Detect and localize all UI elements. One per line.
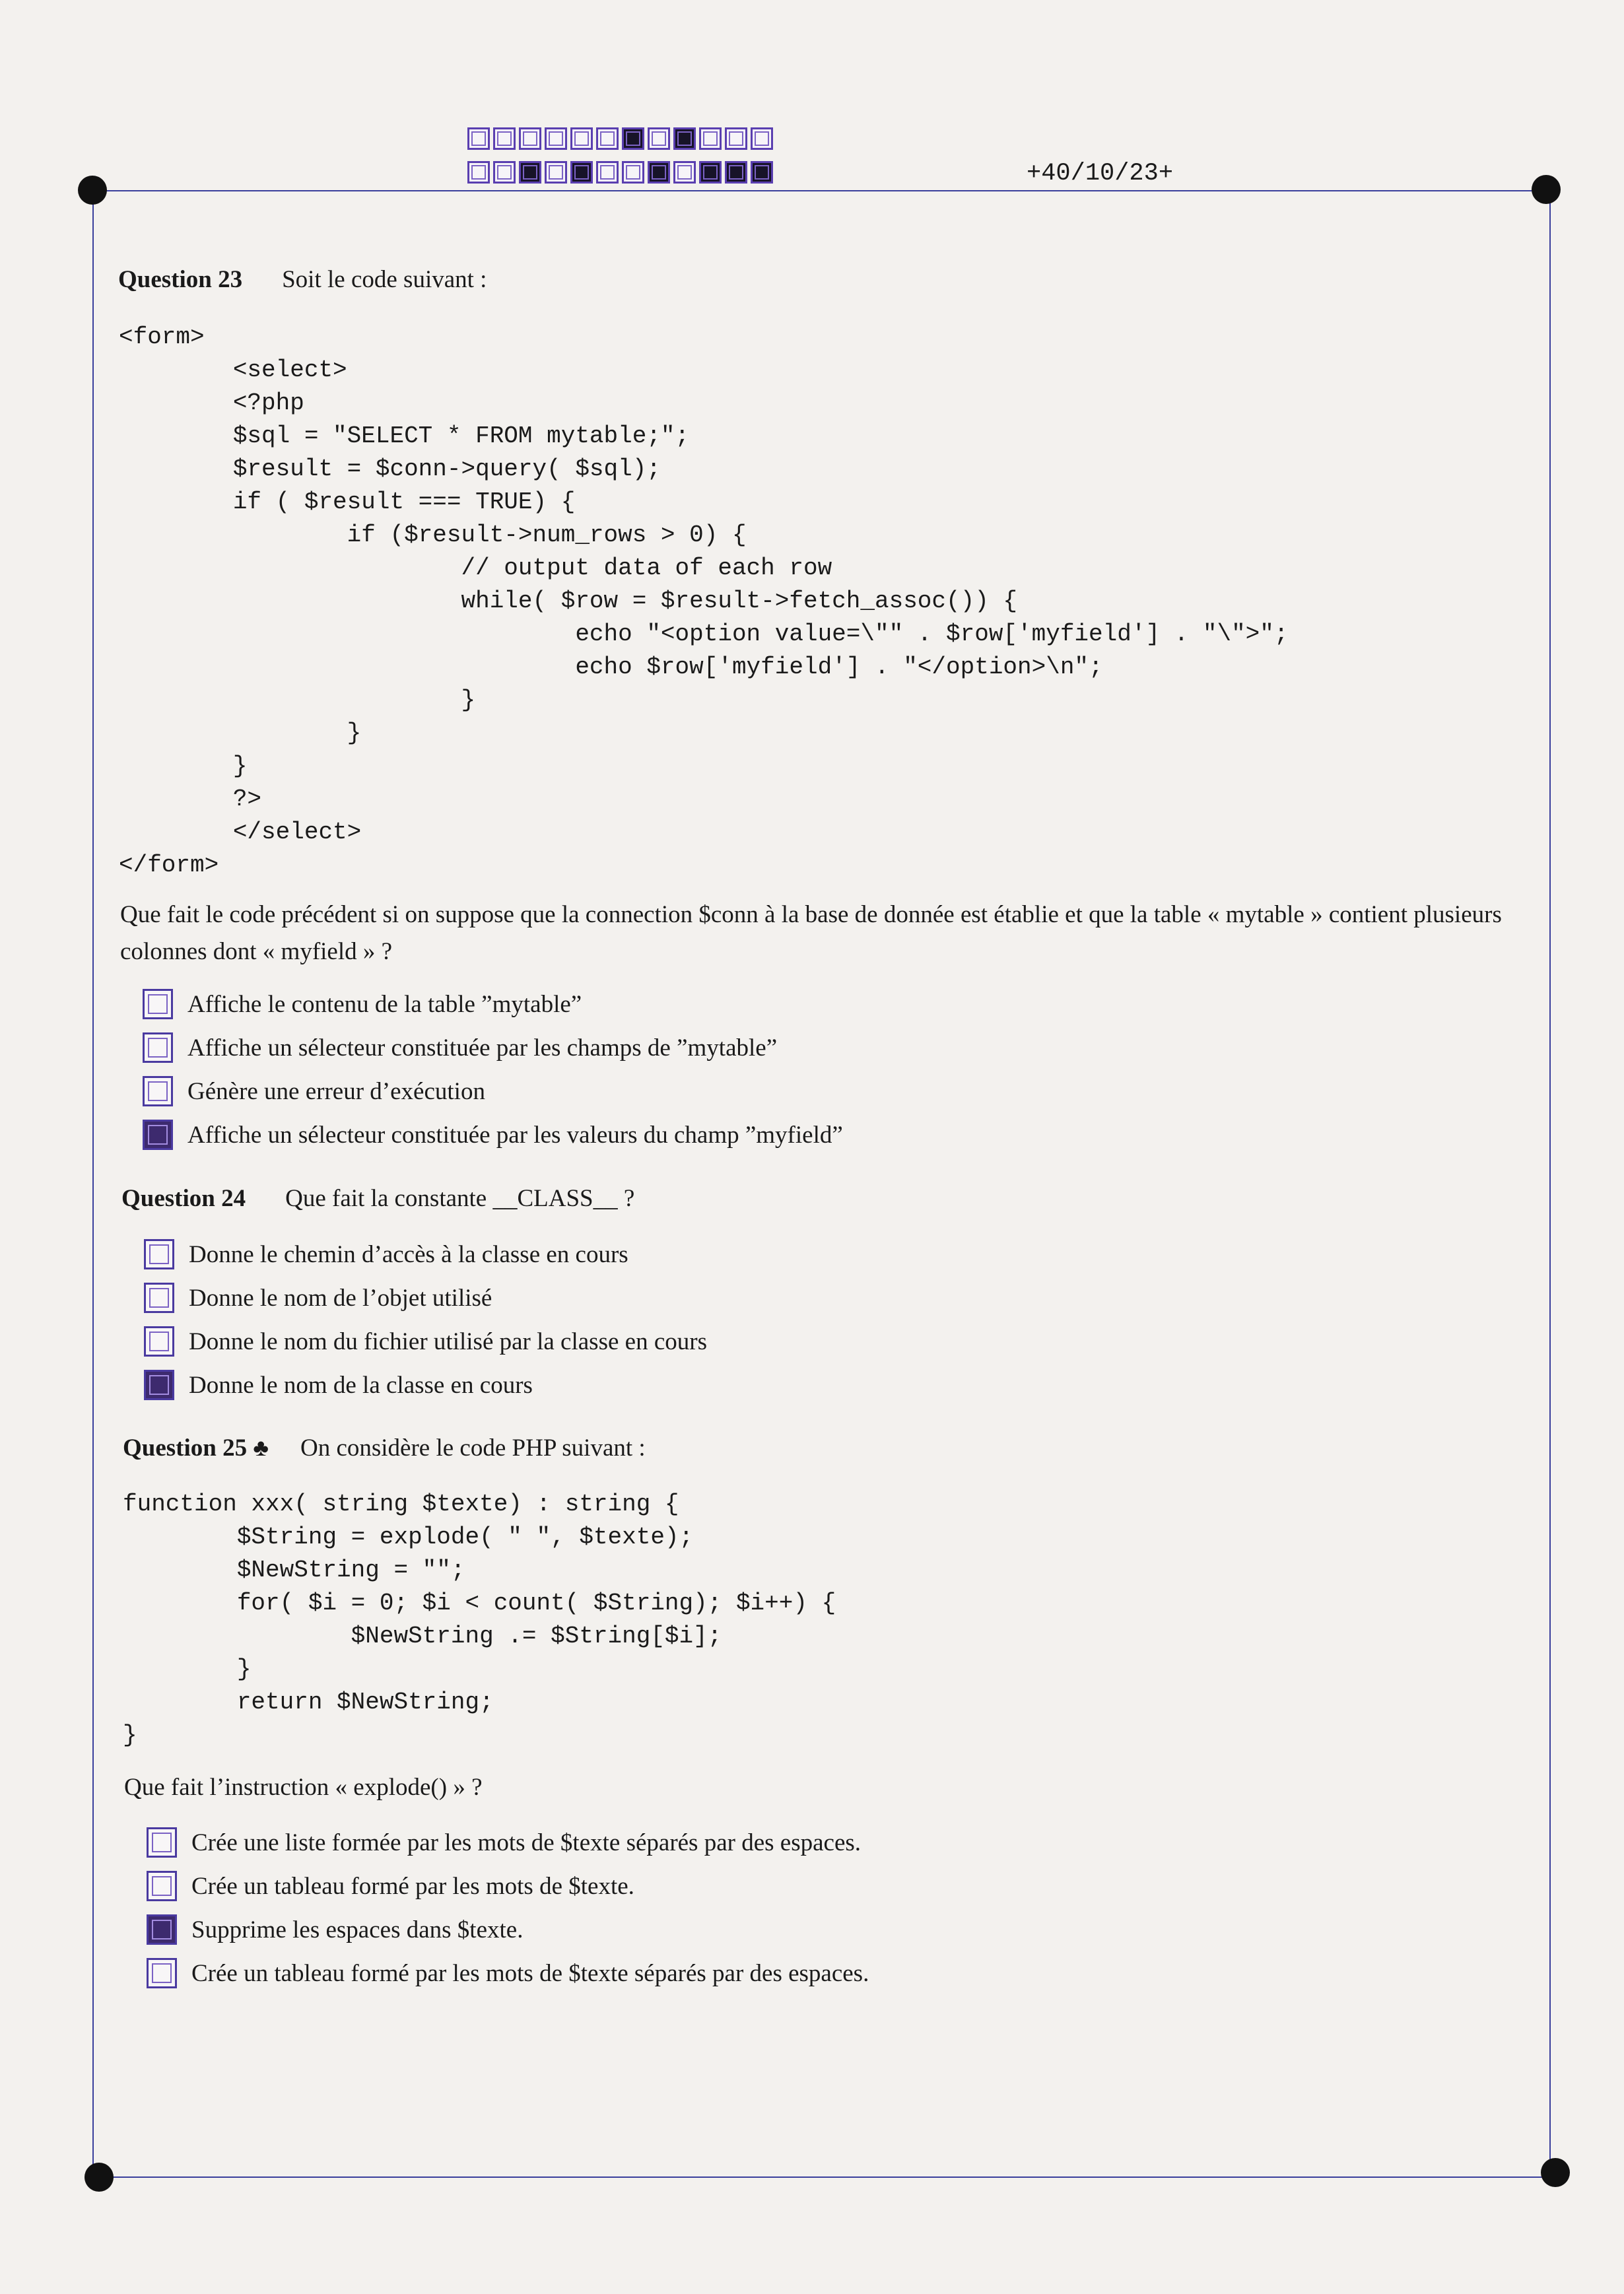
answer-option[interactable] xyxy=(143,1113,843,1157)
id-code-row-2 xyxy=(467,161,776,184)
id-code-cell xyxy=(545,161,567,184)
answer-checkbox[interactable] xyxy=(143,989,173,1019)
answer-option[interactable] xyxy=(147,1908,869,1951)
id-code-cell xyxy=(467,161,490,184)
corner-mark-top-right xyxy=(1532,175,1561,204)
question-23-header xyxy=(118,265,487,294)
id-code-cell xyxy=(596,127,619,150)
question-25-text: On considère le code PHP suivant : xyxy=(300,1434,646,1462)
answer-option[interactable] xyxy=(144,1363,707,1407)
id-code-cell xyxy=(673,127,696,150)
id-code-cell xyxy=(622,127,644,150)
question-23-code: <form> <select> <?php $sql = "SELECT * FROM mytable;"; $result = $conn->query( $sql); if ( $result === TRUE) { if ($result->num_rows > 0) { // output data of each row while( $row = $result->fetch_assoc()) { echo "<option value=\"" . $row['myfield'] . "\">"; echo $row['myfield'] . "</option>\n"; } } } ?> </select> </form> xyxy=(119,323,1289,879)
answer-label: Donne le nom de la classe en cours xyxy=(189,1371,533,1399)
answer-option[interactable] xyxy=(144,1276,707,1320)
answer-label: Crée un tableau formé par les mots de $texte séparés par des espaces. xyxy=(191,1959,869,1987)
answer-checkbox[interactable] xyxy=(147,1958,177,1988)
answer-label: Supprime les espaces dans $texte. xyxy=(191,1916,524,1943)
corner-mark-top-left xyxy=(78,176,107,205)
page-code: +40/10/23+ xyxy=(1027,160,1174,187)
question-25-header xyxy=(123,1434,646,1462)
question-24-number: Question 24 xyxy=(121,1185,246,1212)
answer-label: Donne le nom du fichier utilisé par la classe en cours xyxy=(189,1328,707,1355)
answer-label: Crée un tableau formé par les mots de $texte. xyxy=(191,1872,634,1900)
question-23-prompt: Que fait le code précédent si on suppose que la connection $conn à la base de donnée est établie et que la table « mytable » contient plusieurs colonnes dont « myfield » ? xyxy=(120,901,1502,965)
id-code-cell xyxy=(493,127,516,150)
id-code-cell xyxy=(648,161,670,184)
club-icon: ♣ xyxy=(253,1434,269,1461)
id-code-cell xyxy=(673,161,696,184)
question-25-code: function xxx( string $texte) : string { $String = explode( " ", $texte); $NewString = ""; for( $i = 0; $i < count( $String); $i++) { $NewString .= $String[$i]; } return $NewString; } xyxy=(123,1491,836,1749)
question-23-text: Soit le code suivant : xyxy=(282,266,487,293)
id-code-cell xyxy=(622,161,644,184)
answer-option[interactable] xyxy=(144,1320,707,1363)
answer-option[interactable] xyxy=(147,1864,869,1908)
id-code-cell xyxy=(648,127,670,150)
answer-option[interactable] xyxy=(147,1951,869,1995)
question-24-answers xyxy=(144,1232,707,1407)
id-code-cell xyxy=(699,127,722,150)
answer-checkbox[interactable] xyxy=(147,1827,177,1858)
answer-label: Affiche un sélecteur constituée par les champs de ”mytable” xyxy=(187,1034,778,1062)
id-code-cell xyxy=(596,161,619,184)
answer-checkbox[interactable] xyxy=(147,1914,177,1945)
answer-option[interactable] xyxy=(143,982,843,1026)
id-code-cell xyxy=(699,161,722,184)
corner-mark-bottom-left xyxy=(85,2163,114,2192)
id-code-cell xyxy=(570,161,593,184)
answer-label: Donne le chemin d’accès à la classe en cours xyxy=(189,1240,628,1268)
answer-label: Affiche le contenu de la table ”mytable” xyxy=(187,990,582,1018)
question-25-number: Question 25 ♣ xyxy=(123,1434,269,1462)
answer-checkbox[interactable] xyxy=(144,1239,174,1269)
corner-mark-bottom-right xyxy=(1541,2158,1570,2187)
id-code-cell xyxy=(519,161,541,184)
answer-label: Donne le nom de l’objet utilisé xyxy=(189,1284,492,1312)
question-25-prompt: Que fait l’instruction « explode() » ? xyxy=(124,1774,483,1801)
answer-option[interactable] xyxy=(147,1821,869,1864)
answer-label: Génère une erreur d’exécution xyxy=(187,1077,485,1105)
id-code-cell xyxy=(545,127,567,150)
id-code-cell xyxy=(570,127,593,150)
answer-label: Affiche un sélecteur constituée par les valeurs du champ ”myfield” xyxy=(187,1121,843,1149)
id-code-cell xyxy=(751,161,773,184)
answer-checkbox[interactable] xyxy=(144,1370,174,1400)
answer-checkbox[interactable] xyxy=(144,1283,174,1313)
answer-option[interactable] xyxy=(143,1069,843,1113)
answer-checkbox[interactable] xyxy=(147,1871,177,1901)
id-code-cell xyxy=(467,127,490,150)
question-23-answers xyxy=(143,982,843,1157)
frame-right-line xyxy=(1549,190,1551,2177)
frame-left-line xyxy=(92,190,94,2177)
answer-option[interactable] xyxy=(144,1232,707,1276)
id-code-cell xyxy=(725,161,747,184)
id-code-row-1 xyxy=(467,127,776,150)
answer-label: Crée une liste formée par les mots de $texte séparés par des espaces. xyxy=(191,1829,862,1856)
answer-checkbox[interactable] xyxy=(143,1120,173,1150)
frame-top-line xyxy=(92,190,1546,191)
question-23-number: Question 23 xyxy=(118,266,243,293)
frame-bottom-line xyxy=(99,2176,1555,2178)
id-code-cell xyxy=(519,127,541,150)
answer-checkbox[interactable] xyxy=(143,1032,173,1063)
answer-checkbox[interactable] xyxy=(144,1326,174,1357)
question-24-text: Que fait la constante __CLASS__ ? xyxy=(285,1185,635,1212)
answer-checkbox[interactable] xyxy=(143,1076,173,1106)
answer-option[interactable] xyxy=(143,1026,843,1069)
id-code-cell xyxy=(725,127,747,150)
question-25-answers xyxy=(147,1821,869,1995)
id-code-cell xyxy=(751,127,773,150)
id-code-cell xyxy=(493,161,516,184)
question-24-header xyxy=(121,1184,634,1213)
